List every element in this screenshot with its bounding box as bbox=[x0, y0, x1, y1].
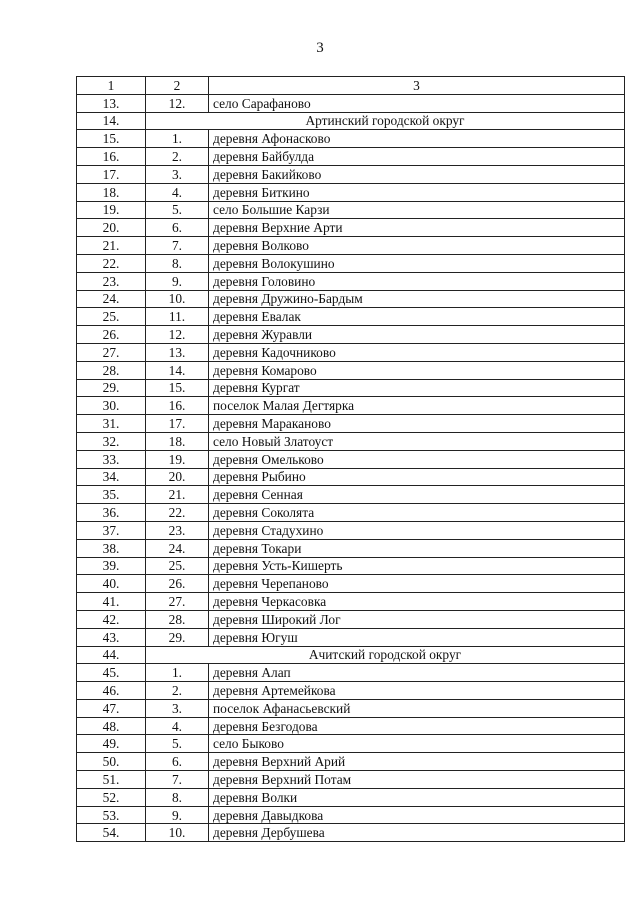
settlement-name: село Большие Карзи bbox=[209, 201, 625, 219]
table-row bbox=[77, 753, 625, 771]
table-row bbox=[77, 557, 625, 575]
table-row bbox=[77, 94, 625, 112]
table-row bbox=[77, 771, 625, 789]
table-row bbox=[77, 254, 625, 272]
sub-number: 9. bbox=[146, 272, 209, 290]
sub-number: 6. bbox=[146, 219, 209, 237]
row-number: 18. bbox=[77, 183, 146, 201]
settlement-name: деревня Верхние Арти bbox=[209, 219, 625, 237]
table-row bbox=[77, 361, 625, 379]
sub-number: 7. bbox=[146, 771, 209, 789]
sub-number: 13. bbox=[146, 343, 209, 361]
table-row bbox=[77, 468, 625, 486]
settlement-name: деревня Рыбино bbox=[209, 468, 625, 486]
settlement-name: деревня Кадочниково bbox=[209, 343, 625, 361]
header-cell-col1: 1 bbox=[77, 77, 146, 95]
table-row bbox=[77, 824, 625, 842]
sub-number: 18. bbox=[146, 432, 209, 450]
row-number: 33. bbox=[77, 450, 146, 468]
header-cell-col3: 3 bbox=[209, 77, 625, 95]
row-number: 32. bbox=[77, 432, 146, 450]
row-number: 26. bbox=[77, 326, 146, 344]
row-number: 45. bbox=[77, 664, 146, 682]
row-number: 44. bbox=[77, 646, 146, 664]
settlement-name: деревня Кургат bbox=[209, 379, 625, 397]
table-row bbox=[77, 432, 625, 450]
sub-number: 17. bbox=[146, 415, 209, 433]
sub-number: 4. bbox=[146, 183, 209, 201]
settlement-name: деревня Алап bbox=[209, 664, 625, 682]
row-number: 53. bbox=[77, 806, 146, 824]
settlement-name: деревня Дербушева bbox=[209, 824, 625, 842]
table-row bbox=[77, 717, 625, 735]
table-row bbox=[77, 183, 625, 201]
table-row bbox=[77, 308, 625, 326]
sub-number: 9. bbox=[146, 806, 209, 824]
sub-number: 6. bbox=[146, 753, 209, 771]
sub-number: 28. bbox=[146, 610, 209, 628]
settlement-name: деревня Евалак bbox=[209, 308, 625, 326]
sub-number: 5. bbox=[146, 201, 209, 219]
settlement-name: деревня Омельково bbox=[209, 450, 625, 468]
settlement-name: деревня Токари bbox=[209, 539, 625, 557]
settlement-name: деревня Байбулда bbox=[209, 148, 625, 166]
row-number: 25. bbox=[77, 308, 146, 326]
header-row bbox=[77, 77, 625, 95]
settlements-table bbox=[76, 76, 625, 842]
table-row bbox=[77, 148, 625, 166]
settlement-name: село Сарафаново bbox=[209, 94, 625, 112]
table-body bbox=[77, 77, 625, 842]
row-number: 22. bbox=[77, 254, 146, 272]
settlement-name: деревня Югуш bbox=[209, 628, 625, 646]
sub-number: 3. bbox=[146, 699, 209, 717]
sub-number: 10. bbox=[146, 290, 209, 308]
row-number: 40. bbox=[77, 575, 146, 593]
sub-number: 14. bbox=[146, 361, 209, 379]
sub-number: 2. bbox=[146, 148, 209, 166]
settlement-name: деревня Афонасково bbox=[209, 130, 625, 148]
sub-number: 12. bbox=[146, 94, 209, 112]
sub-number: 19. bbox=[146, 450, 209, 468]
settlement-name: деревня Артемейкова bbox=[209, 682, 625, 700]
row-number: 38. bbox=[77, 539, 146, 557]
row-number: 21. bbox=[77, 237, 146, 255]
table-row bbox=[77, 415, 625, 433]
sub-number: 1. bbox=[146, 130, 209, 148]
sub-number: 1. bbox=[146, 664, 209, 682]
row-number: 43. bbox=[77, 628, 146, 646]
table-row bbox=[77, 343, 625, 361]
table-row bbox=[77, 593, 625, 611]
table-row bbox=[77, 486, 625, 504]
row-number: 39. bbox=[77, 557, 146, 575]
table-row bbox=[77, 165, 625, 183]
sub-number: 20. bbox=[146, 468, 209, 486]
row-number: 46. bbox=[77, 682, 146, 700]
table-row bbox=[77, 575, 625, 593]
settlement-name: деревня Волокушино bbox=[209, 254, 625, 272]
sub-number: 22. bbox=[146, 504, 209, 522]
row-number: 30. bbox=[77, 397, 146, 415]
settlement-name: деревня Комарово bbox=[209, 361, 625, 379]
row-number: 28. bbox=[77, 361, 146, 379]
row-number: 36. bbox=[77, 504, 146, 522]
settlement-name: село Быково bbox=[209, 735, 625, 753]
settlement-name: деревня Сенная bbox=[209, 486, 625, 504]
row-number: 16. bbox=[77, 148, 146, 166]
sub-number: 26. bbox=[146, 575, 209, 593]
sub-number: 21. bbox=[146, 486, 209, 504]
settlement-name: деревня Усть-Кишерть bbox=[209, 557, 625, 575]
row-number: 42. bbox=[77, 610, 146, 628]
settlement-name: деревня Мараканово bbox=[209, 415, 625, 433]
sub-number: 8. bbox=[146, 254, 209, 272]
settlement-name: деревня Черкасовка bbox=[209, 593, 625, 611]
settlement-name: деревня Верхний Арий bbox=[209, 753, 625, 771]
row-number: 50. bbox=[77, 753, 146, 771]
row-number: 34. bbox=[77, 468, 146, 486]
settlement-name: деревня Верхний Потам bbox=[209, 771, 625, 789]
sub-number: 7. bbox=[146, 237, 209, 255]
table-row bbox=[77, 272, 625, 290]
table-row bbox=[77, 504, 625, 522]
sub-number: 10. bbox=[146, 824, 209, 842]
settlement-name: деревня Волково bbox=[209, 237, 625, 255]
table-row bbox=[77, 735, 625, 753]
table-row bbox=[77, 290, 625, 308]
table-row bbox=[77, 237, 625, 255]
row-number: 17. bbox=[77, 165, 146, 183]
sub-number: 27. bbox=[146, 593, 209, 611]
table-row bbox=[77, 130, 625, 148]
table-row bbox=[77, 326, 625, 344]
sub-number: 24. bbox=[146, 539, 209, 557]
row-number: 23. bbox=[77, 272, 146, 290]
table-row bbox=[77, 521, 625, 539]
table-row bbox=[77, 539, 625, 557]
row-number: 15. bbox=[77, 130, 146, 148]
settlement-name: деревня Черепаново bbox=[209, 575, 625, 593]
page-number: 3 bbox=[316, 40, 324, 56]
settlement-name: деревня Дружино-Бардым bbox=[209, 290, 625, 308]
table-row bbox=[77, 397, 625, 415]
table-row bbox=[77, 664, 625, 682]
settlement-name: деревня Давыдкова bbox=[209, 806, 625, 824]
sub-number: 12. bbox=[146, 326, 209, 344]
table-row bbox=[77, 450, 625, 468]
sub-number: 2. bbox=[146, 682, 209, 700]
settlement-name: деревня Безгодова bbox=[209, 717, 625, 735]
sub-number: 16. bbox=[146, 397, 209, 415]
row-number: 13. bbox=[77, 94, 146, 112]
row-number: 14. bbox=[77, 112, 146, 130]
row-number: 29. bbox=[77, 379, 146, 397]
row-number: 27. bbox=[77, 343, 146, 361]
sub-number: 23. bbox=[146, 521, 209, 539]
row-number: 37. bbox=[77, 521, 146, 539]
row-number: 19. bbox=[77, 201, 146, 219]
sub-number: 4. bbox=[146, 717, 209, 735]
settlement-name: деревня Журавли bbox=[209, 326, 625, 344]
settlement-name: деревня Волки bbox=[209, 788, 625, 806]
row-number: 35. bbox=[77, 486, 146, 504]
sub-number: 8. bbox=[146, 788, 209, 806]
row-number: 41. bbox=[77, 593, 146, 611]
sub-number: 11. bbox=[146, 308, 209, 326]
settlement-name: деревня Бакийково bbox=[209, 165, 625, 183]
table-row bbox=[77, 682, 625, 700]
settlement-name: поселок Малая Дегтярка bbox=[209, 397, 625, 415]
row-number: 51. bbox=[77, 771, 146, 789]
row-number: 20. bbox=[77, 219, 146, 237]
settlement-name: деревня Широкий Лог bbox=[209, 610, 625, 628]
table-row bbox=[77, 201, 625, 219]
settlement-name: деревня Стадухино bbox=[209, 521, 625, 539]
table-row bbox=[77, 628, 625, 646]
row-number: 54. bbox=[77, 824, 146, 842]
section-row bbox=[77, 112, 625, 130]
table-row bbox=[77, 610, 625, 628]
row-number: 24. bbox=[77, 290, 146, 308]
row-number: 48. bbox=[77, 717, 146, 735]
settlement-name: деревня Соколята bbox=[209, 504, 625, 522]
row-number: 47. bbox=[77, 699, 146, 717]
table-row bbox=[77, 379, 625, 397]
row-number: 52. bbox=[77, 788, 146, 806]
section-title: Артинский городской округ bbox=[146, 112, 625, 130]
sub-number: 3. bbox=[146, 165, 209, 183]
table-row bbox=[77, 219, 625, 237]
table-row bbox=[77, 806, 625, 824]
section-row bbox=[77, 646, 625, 664]
settlement-name: село Новый Златоуст bbox=[209, 432, 625, 450]
row-number: 31. bbox=[77, 415, 146, 433]
sub-number: 25. bbox=[146, 557, 209, 575]
settlement-name: деревня Головино bbox=[209, 272, 625, 290]
settlement-name: деревня Биткино bbox=[209, 183, 625, 201]
sub-number: 15. bbox=[146, 379, 209, 397]
sub-number: 5. bbox=[146, 735, 209, 753]
sub-number: 29. bbox=[146, 628, 209, 646]
row-number: 49. bbox=[77, 735, 146, 753]
table-row bbox=[77, 788, 625, 806]
table-row bbox=[77, 699, 625, 717]
section-title: Ачитский городской округ bbox=[146, 646, 625, 664]
settlement-name: поселок Афанасьевский bbox=[209, 699, 625, 717]
header-cell-col2: 2 bbox=[146, 77, 209, 95]
